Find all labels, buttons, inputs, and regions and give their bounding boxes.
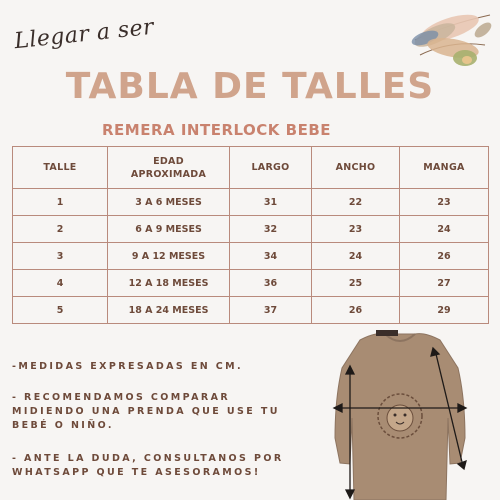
table-header-row — [13, 147, 489, 189]
cell-talle: 4 — [13, 270, 108, 297]
cell-edad: 9 A 12 MESES — [108, 243, 230, 270]
cell-largo: 37 — [230, 297, 312, 324]
table-row — [13, 216, 489, 243]
cell-manga: 29 — [400, 297, 489, 324]
cell-edad: 3 A 6 MESES — [108, 189, 230, 216]
cell-manga: 23 — [400, 189, 489, 216]
table-row — [13, 243, 489, 270]
header-manga: MANGA — [400, 147, 489, 189]
cell-talle: 5 — [13, 297, 108, 324]
cell-talle: 1 — [13, 189, 108, 216]
garment-measure-illustration — [300, 328, 500, 500]
note-compare: - RECOMENDAMOS COMPARAR MIDIENDO UNA PRENDA QUE USE TU BEBÉ O NIÑO. — [12, 392, 280, 431]
cell-ancho: 26 — [312, 297, 400, 324]
table-row — [13, 297, 489, 324]
brand-logo: Llegar a ser — [13, 14, 156, 55]
page-title: TABLA DE TALLES — [65, 66, 435, 107]
header-edad-text: EDAD APROXIMADA — [130, 155, 207, 180]
note-units: -MEDIDAS EXPRESADAS EN CM. — [12, 361, 244, 372]
cell-talle: 2 — [13, 216, 108, 243]
header-largo: LARGO — [230, 147, 312, 189]
cell-largo: 32 — [230, 216, 312, 243]
cell-ancho: 23 — [312, 216, 400, 243]
cell-talle: 3 — [13, 243, 108, 270]
cell-ancho: 22 — [312, 189, 400, 216]
note-whatsapp: - ANTE LA DUDA, CONSULTANOS POR WHATSAPP QUE TE ASESORAMOS! — [12, 453, 284, 478]
table-row — [13, 270, 489, 297]
cell-largo: 31 — [230, 189, 312, 216]
header-edad — [108, 147, 230, 189]
cell-edad: 12 A 18 MESES — [108, 270, 230, 297]
table-row — [13, 189, 489, 216]
cell-largo: 36 — [230, 270, 312, 297]
size-table — [12, 146, 489, 324]
cell-manga: 26 — [400, 243, 489, 270]
cell-largo: 34 — [230, 243, 312, 270]
cell-manga: 27 — [400, 270, 489, 297]
header-talle: TALLE — [13, 147, 108, 189]
cell-manga: 24 — [400, 216, 489, 243]
cell-ancho: 24 — [312, 243, 400, 270]
cell-ancho: 25 — [312, 270, 400, 297]
cell-edad: 6 A 9 MESES — [108, 216, 230, 243]
cell-edad: 18 A 24 MESES — [108, 297, 230, 324]
header-ancho: ANCHO — [312, 147, 400, 189]
product-subtitle: REMERA INTERLOCK BEBE — [102, 121, 332, 139]
